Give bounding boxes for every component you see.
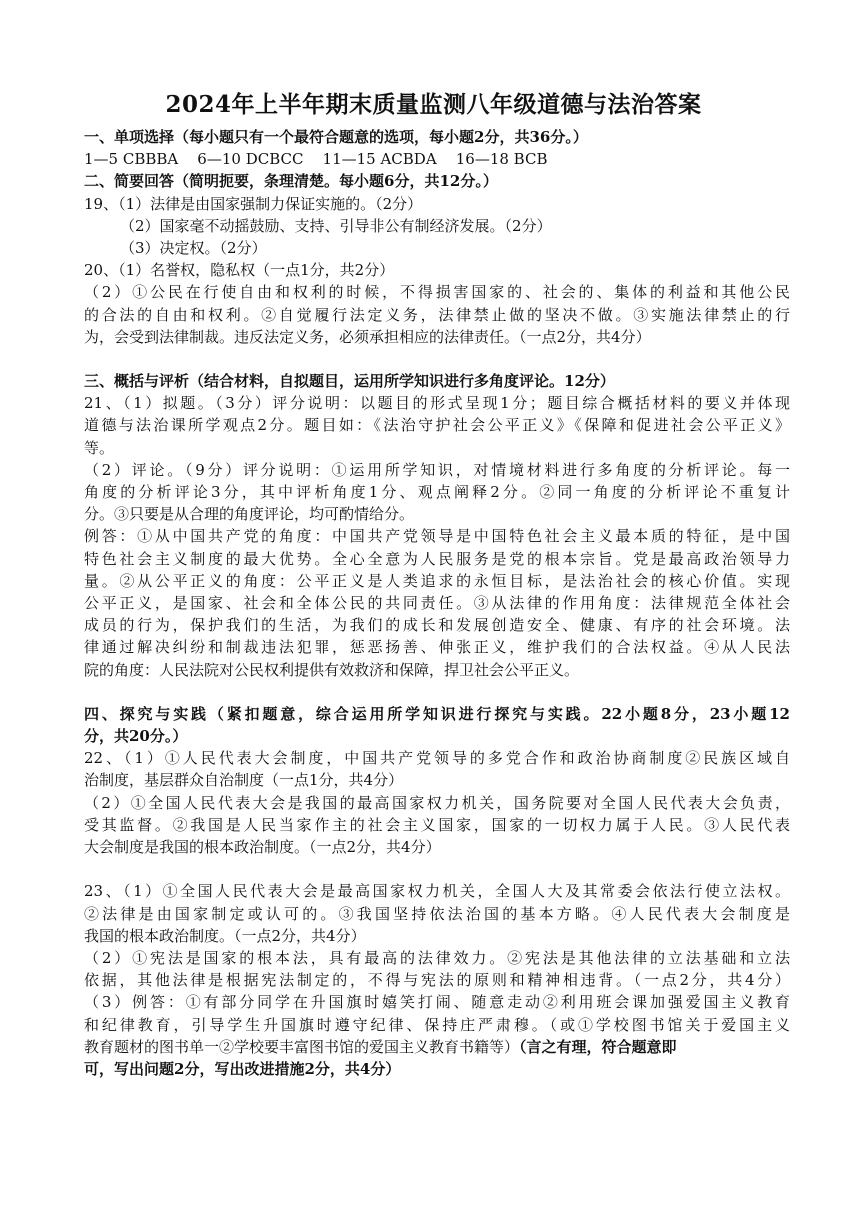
answer-line: 院的角度：人民法院对公民权利提供有效救济和保障，捍卫社会公平正义。 xyxy=(84,660,580,679)
answer-line: 分。③只要是从合理的角度评论，均可酌情给分。 xyxy=(84,505,415,524)
answer-line: （2）①全国人民代表大会是我国的最高国家权力机关，国务院要对全国人民代表大会负责， xyxy=(84,793,790,812)
answer-line: 大会制度是我国的根本政治制度。（一点2分，共4分） xyxy=(84,838,441,857)
answer-line: 依据，其他法律是根据宪法制定的，不得与宪法的原则和精神相违背。（一点2分，共4分） xyxy=(84,971,790,990)
answer-line: 20、（1）名誉权，隐私权（一点1分，共2分） xyxy=(84,261,395,280)
section-2-heading: 二、简要回答（简明扼要，条理清楚。每小题6分，共12分。） xyxy=(84,172,498,191)
answer-line: 成员的行为，保护我们的生活，为我们的成长和发展创造安全、健康、有序的社会环境。法 xyxy=(84,616,790,635)
answer-line: 和纪律教育，引导学生升国旗时遵守纪律、保持庄严肃穆。（或①学校图书馆关于爱国主义 xyxy=(84,1015,790,1034)
answer-line: 例答：①从中国共产党的角度：中国共产党领导是中国特色社会主义最本质的特征，是中国 xyxy=(84,527,790,546)
answer-line: 19、（1）法律是由国家强制力保证实施的。（2分） xyxy=(84,194,423,213)
answer-line: 治制度，基层群众自治制度（一点1分，共4分） xyxy=(84,771,404,790)
answer-line: 受其监督。②我国是人民当家作主的社会主义国家，国家的一切权力属于人民。③人民代表 xyxy=(84,815,790,834)
answer-content xyxy=(84,126,790,1080)
grading-note: （言之有理，符合题意即 xyxy=(519,1037,677,1056)
answer-line: 23、（1）①全国人民代表大会是最高国家权力机关，全国人大及其常委会依法行使立法权。 xyxy=(84,882,790,901)
answer-line: 角度的分析评论3分，其中评析角度1分、观点阐释2分。②同一角度的分析评论不重复计 xyxy=(84,483,790,502)
answer-line: 量。②从公平正义的角度：公平正义是人类追求的永恒目标，是法治社会的核心价值。实现 xyxy=(84,571,790,590)
section-3-heading: 三、概括与评析（结合材料，自拟题目，运用所学知识进行多角度评论。12分） xyxy=(84,372,615,391)
answer-line: （2）国家毫不动摇鼓励、支持、引导非公有制经济发展。（2分） xyxy=(120,216,552,235)
answer-line: （3）决定权。（2分） xyxy=(120,239,267,258)
answer-line: 22、（1）①人民代表大会制度，中国共产党领导的多党合作和政治协商制度②民族区域自 xyxy=(84,749,790,768)
answer-line: 为，会受到法律制裁。违反法定义务，必须承担相应的法律责任。（一点2分，共4分） xyxy=(84,327,651,346)
answer-line: 我国的根本政治制度。（一点2分，共4分） xyxy=(84,926,366,945)
answer-line: 公平正义，是国家、社会和全体公民的共同责任。③从法律的作用角度：法律规范全体社会 xyxy=(84,594,790,613)
section-4-heading: 四、探究与实践（紧扣题意，综合运用所学知识进行探究与实践。22小题8分，23小题12 xyxy=(84,704,790,723)
answer-line: ②法律是由国家制定或认可的。③我国坚持依法治国的基本方略。④人民代表大会制度是 xyxy=(84,904,790,923)
page-title: 2024年上半年期末质量监测八年级道德与法治答案 xyxy=(165,91,702,118)
answer-line: 21、（1）拟题。（3分）评分说明：以题目的形式呈现1分；题目综合概括材料的要义并体现 xyxy=(84,394,790,413)
answer-line: 等。 xyxy=(84,438,115,457)
choice-answers: 1—5 CBBBA 6—10 DCBCC 11—15 ACBDA 16—18 BCB xyxy=(84,150,548,169)
answer-line: 律通过解决纠纷和制裁违法犯罪，惩恶扬善、伸张正义，维护我们的合法权益。④从人民法 xyxy=(84,638,790,657)
answer-line: 的合法的自由和权利。②自觉履行法定义务，法律禁止做的坚决不做。③实施法律禁止的行 xyxy=(84,305,790,324)
answer-line: （2）①宪法是国家的根本法，具有最高的法律效力。②宪法是其他法律的立法基础和立法 xyxy=(84,948,790,967)
answer-line: （3）例答：①有部分同学在升国旗时嬉笑打闹、随意走动②利用班会课加强爱国主义教育 xyxy=(84,993,790,1012)
answer-line: 特色社会主义制度的最大优势。全心全意为人民服务是党的根本宗旨。党是最高政治领导力 xyxy=(84,549,790,568)
section-4-heading-cont: 分，共20分。） xyxy=(84,727,188,746)
grading-note-cont: 可，写出问题2分，写出改进措施2分，共4分） xyxy=(84,1059,401,1078)
answer-line xyxy=(84,1036,790,1058)
answer-line: （2）评论。（9分）评分说明：①运用所学知识，对情境材料进行多角度的分析评论。每一 xyxy=(84,460,790,479)
answer-line: 道德与法治课所学观点2分。题目如：《法治守护社会公平正义》《保障和促进社会公平正义》 xyxy=(84,416,790,435)
answer-text: 教育题材的图书单一②学校要丰富图书馆的爱国主义教育书籍等） xyxy=(84,1037,520,1056)
answer-line: （2）①公民在行使自由和权利的时候，不得损害国家的、社会的、集体的利益和其他公民 xyxy=(84,283,790,302)
section-1-heading: 一、单项选择（每小题只有一个最符合题意的选项，每小题2分，共36分。） xyxy=(84,128,588,146)
